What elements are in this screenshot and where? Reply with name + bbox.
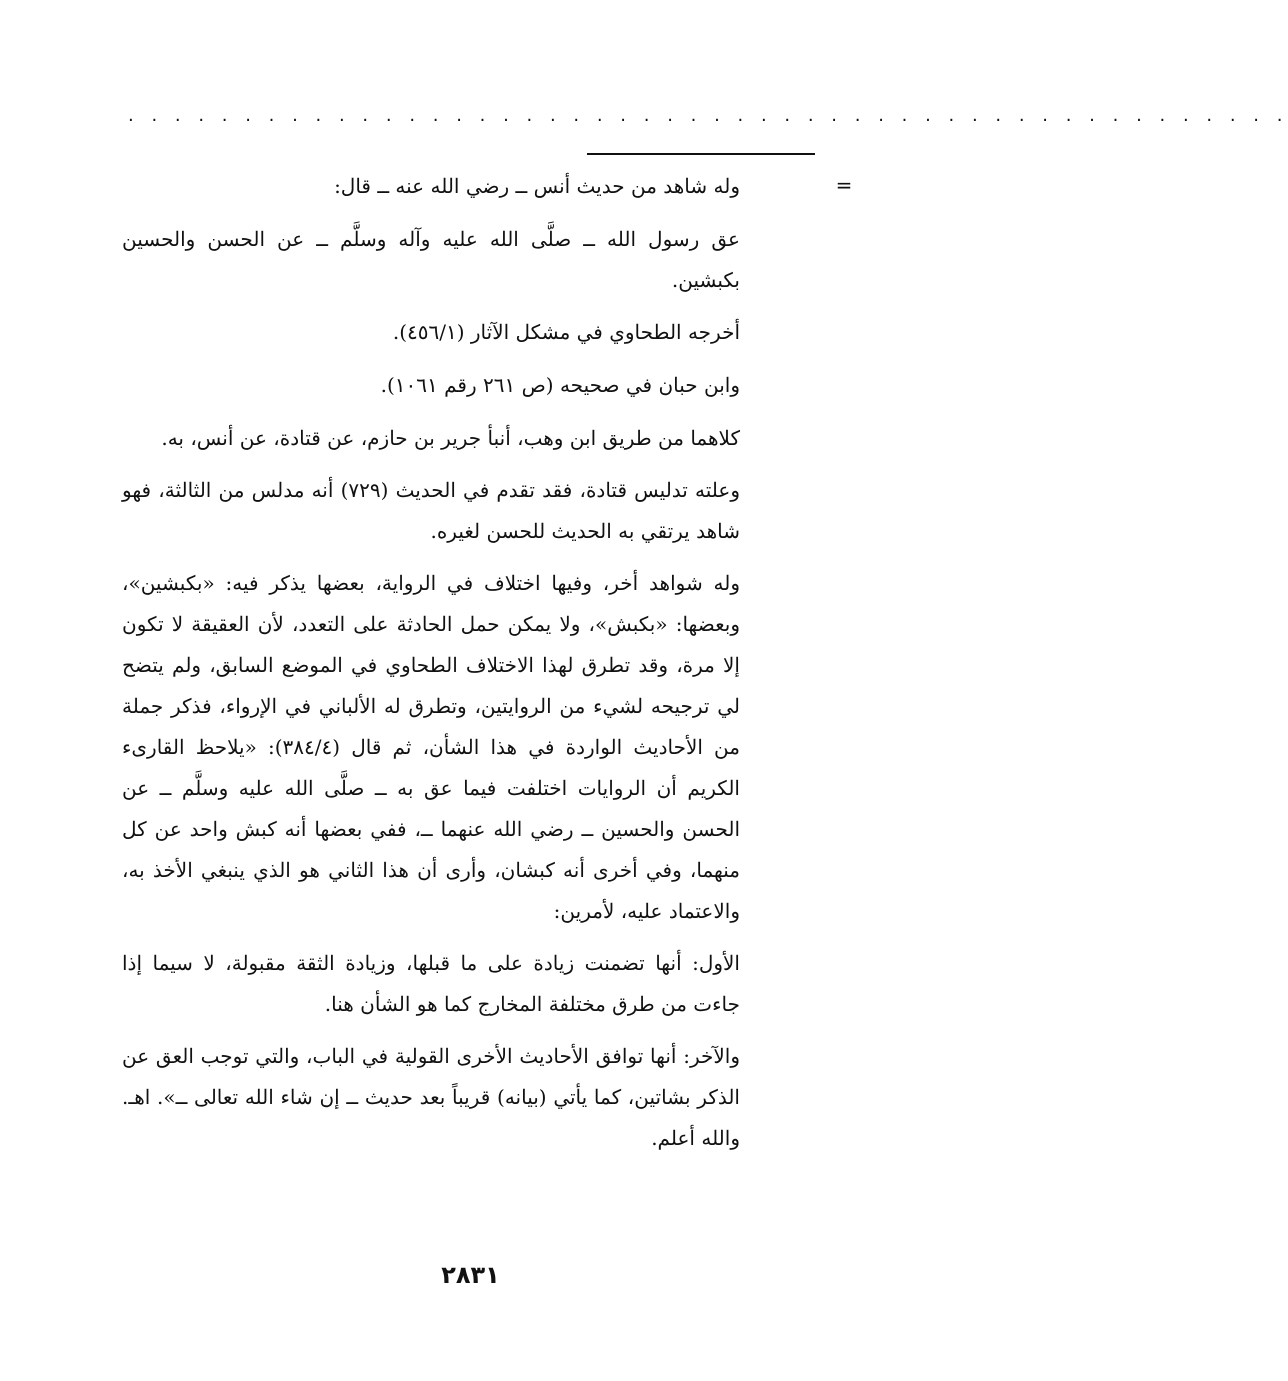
continuation-mark: =: [835, 173, 853, 197]
paragraph-ibn-hibban-source: وابن حبان في صحيحه (ص ٢٦١ رقم ١٠٦١).: [380, 373, 740, 397]
paragraph-other-witnesses: وله شواهد أخر، وفيها اختلاف في الرواية، بعضها يذكر فيه: «بكبشين»، وبعضها: «بكبش»، ولا يمكن حمل الحادثة على التعدد، لأن العقيقة لا تكون إلا مرة، وقد تطرق لهذا الاختلاف الطحاوي في الموضع السابق، ولم يتضح لي ترجيحه لشيء من الروايتين، وتطرق له الألباني في الإرواء، فذكر جملة من الأحاديث الواردة في هذا الشأن، ثم قال (٣٨٤/٤): «يلاحظ القارىء الكريم أن الروايات اختلفت فيما عق به ــ صلَّى الله عليه وسلَّم ــ عن الحسن والحسين ــ رضي الله عنهما ــ، ففي بعضها أنه كبش واحد عن كل منهما، وفي أخرى أنه كبشان، وأرى أن هذا الثاني هو الذي ينبغي الأخذ به، والاعتماد عليه، لأمرين:: [122, 571, 740, 923]
paragraph-tahawi-source: أخرجه الطحاوي في مشكل الآثار (٤٥٦/١).: [392, 320, 740, 344]
paragraph-witness-anas: وله شاهد من حديث أنس ــ رضي الله عنه ــ قال:: [334, 174, 740, 198]
footnote-body: [122, 166, 740, 1170]
paragraph-second-reason: والآخر: أنها توافق الأحاديث الأخرى القولية في الباب، والتي توجب العق عن الذكر بشاتين، كما يأتي (بيانه) قريباً بعد حديث ــ إن شاء الله تعالى ــ». اهـ. والله أعلم.: [122, 1044, 740, 1150]
footnote-rule: [587, 153, 815, 155]
paragraph-chain: كلاهما من طريق ابن وهب، أنبأ جرير بن حازم، عن قتادة، عن أنس، به.: [161, 426, 740, 450]
paragraph-hadith-text: عق رسول الله ــ صلَّى الله عليه وآله وسلَّم ــ عن الحسن والحسين بكبشين.: [122, 227, 740, 292]
paragraph-defect: وعلته تدليس قتادة، فقد تقدم في الحديث (٧٢٩) أنه مدلس من الثالثة، فهو شاهد يرتقي به الحديث للحسن لغيره.: [122, 478, 741, 543]
page-number: ٢٨٣١: [441, 1261, 500, 1289]
separator-dots: . . . . . . . . . . . . . . . . . . . . . . . . . . . . . . . . . . . . . . . . . . . . . . . . . .: [128, 105, 1288, 126]
paragraph-first-reason: الأول: أنها تضمنت زيادة على ما قبلها، وزيادة الثقة مقبولة، لا سيما إذا جاءت من طرق مختلفة المخارج كما هو الشأن هنا.: [122, 951, 740, 1016]
